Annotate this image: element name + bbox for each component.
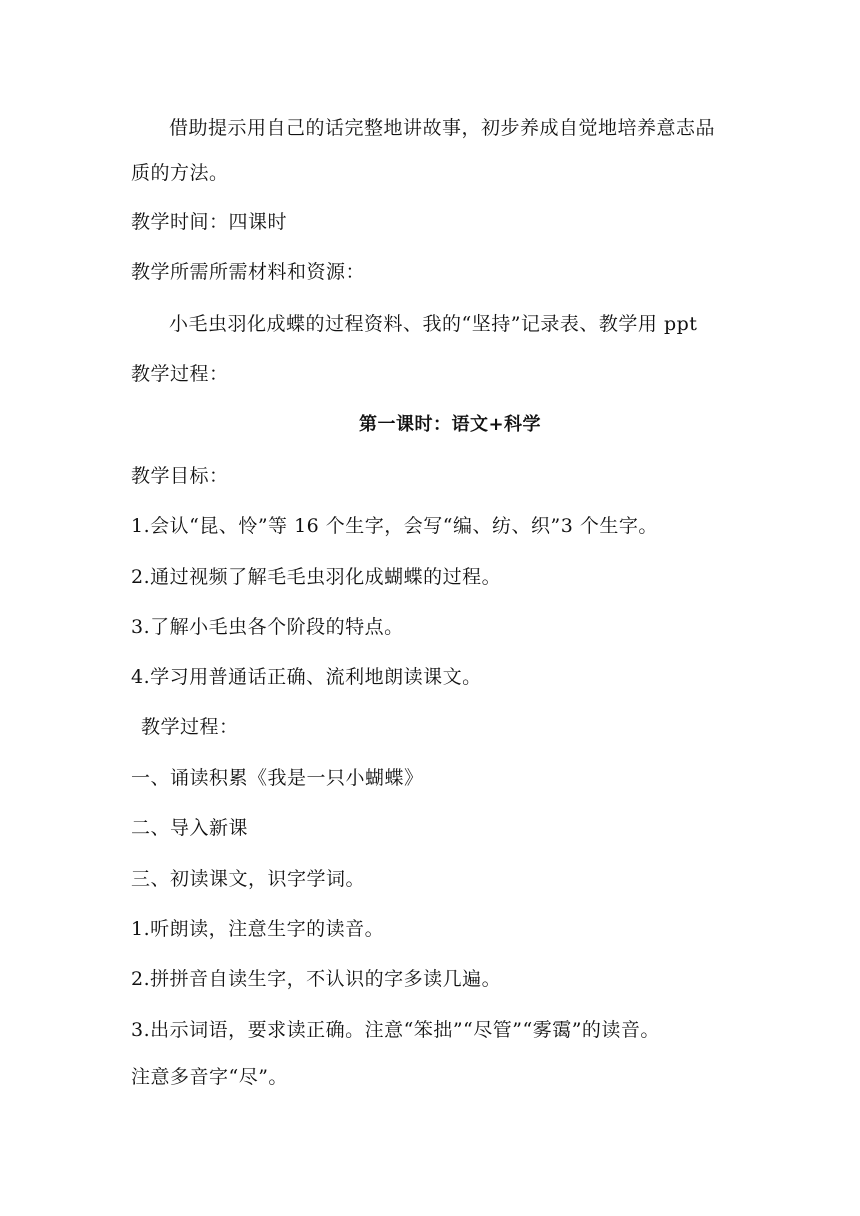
materials-list: 小毛虫羽化成蝶的过程资料、我的“坚持”记录表、教学用 ppt bbox=[169, 313, 698, 335]
lesson-one-title: 第一课时：语文+科学 bbox=[358, 414, 542, 435]
objectives-heading: 教学目标： bbox=[131, 465, 229, 487]
paragraph-goal-line-2: 质的方法。 bbox=[131, 162, 229, 184]
objective-3: 3.了解小毛虫各个阶段的特点。 bbox=[131, 616, 404, 638]
step-3-item-2: 2.拼拼音自读生字，不认识的字多读几遍。 bbox=[131, 968, 502, 990]
step-1: 一、诵读积累《我是一只小蝴蝶》 bbox=[131, 767, 424, 789]
teaching-time: 教学时间：四课时 bbox=[131, 211, 288, 233]
step-3: 三、初读课文，识字学词。 bbox=[131, 868, 366, 890]
lesson-process-heading: 教学过程： bbox=[141, 716, 239, 738]
paragraph-goal-line-1: 借助提示用自己的话完整地讲故事，初步养成自觉地培养意志品 bbox=[169, 117, 716, 139]
objective-4: 4.学习用普通话正确、流利地朗读课文。 bbox=[131, 666, 482, 688]
process-heading: 教学过程： bbox=[131, 363, 229, 385]
step-3-item-1: 1.听朗读，注意生字的读音。 bbox=[131, 918, 385, 940]
objective-2: 2.通过视频了解毛毛虫羽化成蝴蝶的过程。 bbox=[131, 566, 502, 588]
step-3-item-3: 3.出示词语，要求读正确。注意“笨拙”“尽管”“雾霭”的读音。 bbox=[131, 1019, 660, 1041]
step-2: 二、导入新课 bbox=[131, 817, 249, 839]
step-3-item-3-continued: 注意多音字“尽”。 bbox=[131, 1066, 288, 1088]
materials-heading: 教学所需所需材料和资源： bbox=[131, 261, 366, 283]
objective-1: 1.会认“昆、怜”等 16 个生字，会写“编、纺、织”3 个生字。 bbox=[131, 515, 658, 537]
